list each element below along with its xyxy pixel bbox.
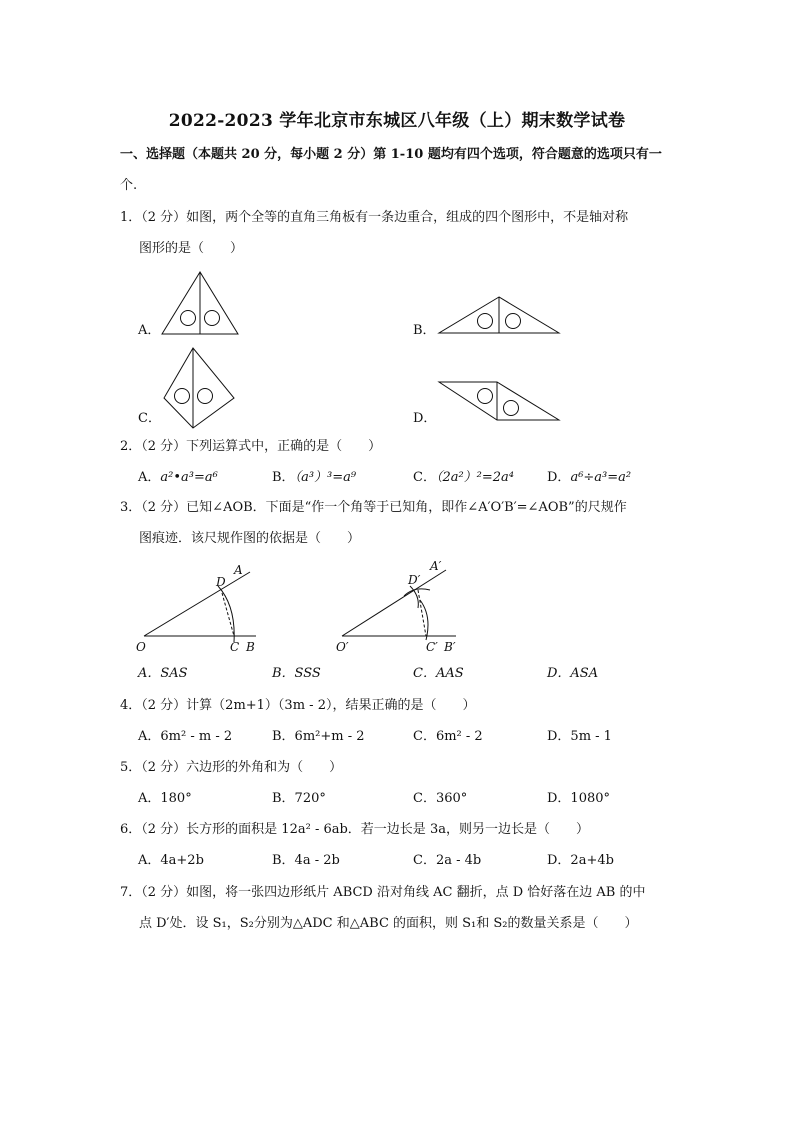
q4-option-d: D．5m - 1 [547,729,612,744]
q7-stem-line2: 点 D′处．设 S₁，S₂分别为△ADC 和△ABC 的面积，则 S₁和 S₂的数量关系是（ ） [139,916,638,931]
q1-figure-c [162,346,236,430]
q2-option-c [413,469,514,487]
q1-option-a-label: A． [138,323,161,338]
q3-option-a: A．SAS [138,666,188,681]
section-heading-line1: 一、选择题（本题共 20 分，每小题 2 分）第 1-10 题均有四个选项，符合题意的选项只有一 [120,147,662,162]
q3-fig1-label-a: A [234,563,243,577]
q6-option-b: B．4a - 2b [272,853,340,868]
q2-option-d-text: a⁶÷a³=a² [570,470,632,485]
q3-option-c: C．AAS [413,666,464,681]
q2-option-d-label: D． [547,470,571,485]
page-title: 2022-2023 学年北京市东城区八年级（上）期末数学试卷 [168,111,626,131]
q2-option-b-text: （a³）³=a⁹ [294,470,357,485]
q2-option-a [138,469,218,487]
section-heading-line2: 个. [120,178,138,193]
q3-fig2-label-b: B′ [444,640,456,654]
q2-stem: 2．（2 分）下列运算式中，正确的是（ ） [120,439,382,454]
q6-option-c: C．2a - 4b [413,853,482,868]
q6-option-a: A．4a+2b [138,853,204,868]
q1-figure-d [437,380,561,422]
q2-option-b-label: B． [272,470,295,485]
q3-stem-line2: 图痕迹．该尺规作图的依据是（ ） [139,531,361,546]
q1-stem-line2: 图形的是（ ） [139,241,244,256]
q5-option-d: D．1080° [547,791,611,806]
q2-option-c-text: （2a²）²=2a⁴ [435,470,515,485]
q5-option-b: B．720° [272,791,326,806]
q5-stem: 5．（2 分）六边形的外角和为（ ） [120,760,343,775]
q5-option-c: C．360° [413,791,468,806]
q3-fig1-label-o: O [136,640,146,654]
q2-option-a-text: a²•a³=a⁶ [160,470,218,485]
q3-fig1-label-c: C [230,640,240,654]
q3-option-b: B．SSS [272,666,321,681]
q3-option-d: D．ASA [547,666,599,681]
q3-fig2-label-d: D′ [408,573,421,587]
q2-option-d [547,469,631,487]
q1-option-d-label: D． [413,411,437,426]
q3-fig2-label-o: O′ [336,640,349,654]
q2-option-a-label: A． [138,470,161,485]
q1-stem-line1: 1．（2 分）如图，两个全等的直角三角板有一条边重合，组成的四个图形中，不是轴对称 [120,210,629,225]
q4-stem: 4．（2 分）计算（2m+1）（3m - 2），结果正确的是（ ） [120,698,476,713]
q1-option-c-label: C． [138,411,161,426]
q5-option-a: A．180° [138,791,192,806]
q3-figure-original-angle [134,560,270,656]
q2-option-b [272,469,356,487]
q7-stem-line1: 7．（2 分）如图，将一张四边形纸片 ABCD 沿对角线 AC 翻折，点 D 恰好落在边 AB 的中 [120,885,646,900]
q3-figure-constructed-angle [334,556,470,656]
q4-option-c: C．6m² - 2 [413,729,483,744]
q1-figure-b [437,295,561,335]
q3-fig1-label-d: D [216,575,226,589]
q3-fig1-label-b: B [246,640,255,654]
q3-fig2-label-a: A′ [430,559,442,573]
q6-stem: 6．（2 分）长方形的面积是 12a² - 6ab．若一边长是 3a，则另一边长是（ ） [120,822,589,837]
q3-stem-line1: 3．（2 分）已知∠AOB．下面是“作一个角等于已知角，即作∠A′O′B′=∠AOB”的尺规作 [120,500,627,515]
q4-option-b: B．6m²+m - 2 [272,729,365,744]
q1-figure-a [160,270,240,336]
q1-option-b-label: B． [413,323,436,338]
q3-fig2-label-c: C′ [426,640,438,654]
q6-option-d: D．2a+4b [547,853,614,868]
q4-option-a: A．6m² - m - 2 [138,729,233,744]
q2-option-c-label: C． [413,470,436,485]
